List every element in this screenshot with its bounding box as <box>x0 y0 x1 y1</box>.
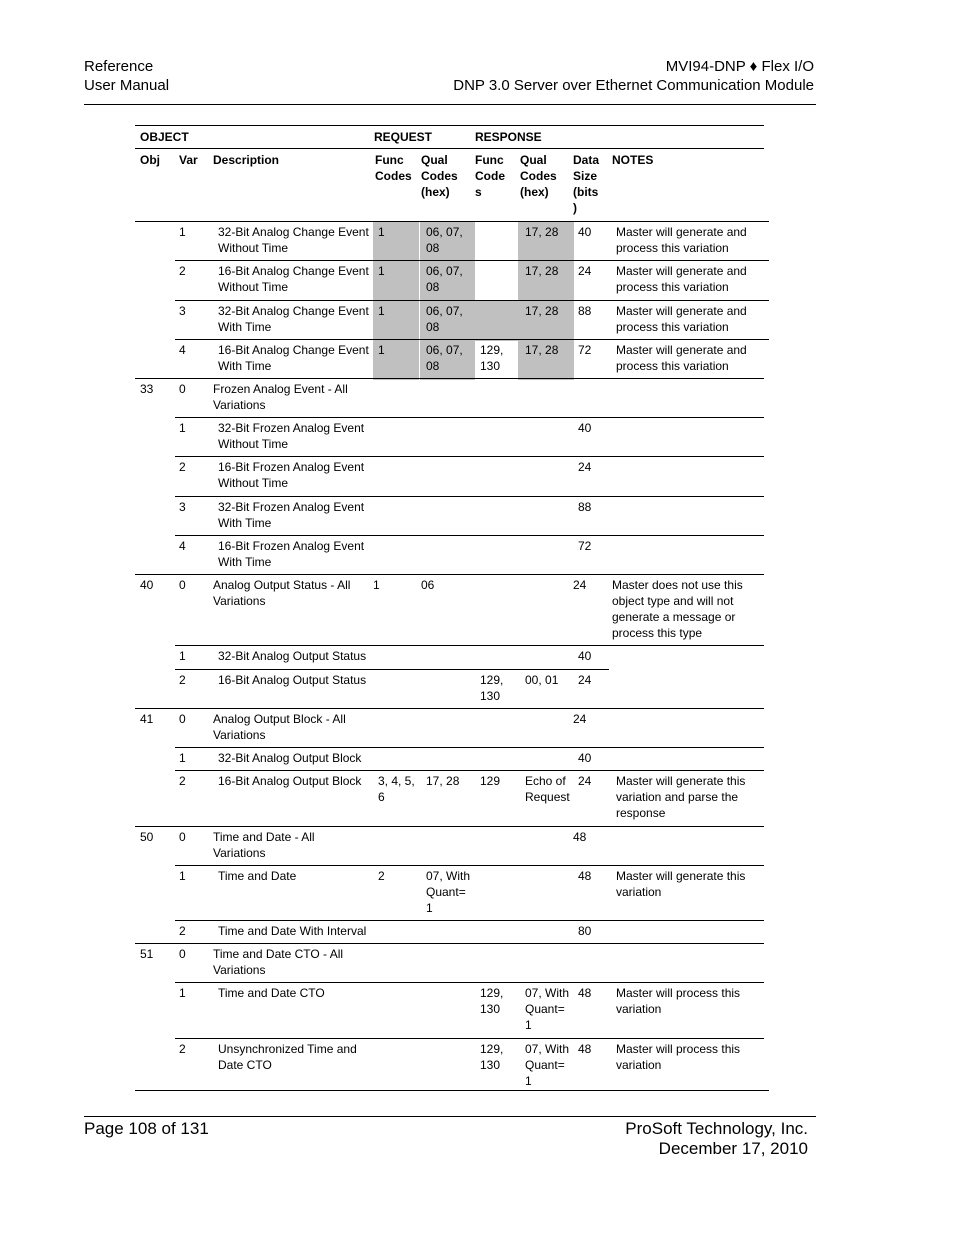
col-notes: NOTES <box>612 153 654 167</box>
row-description: 16-Bit Frozen Analog Event With Time <box>218 539 365 569</box>
row-description: 32-Bit Frozen Analog Event Without Time <box>218 421 365 451</box>
row-notes: Master will generate and process this variation <box>616 264 747 294</box>
row-notes: Master will generate and process this variation <box>616 304 747 334</box>
footer-right <box>625 1119 808 1159</box>
row-rule <box>175 300 769 301</box>
row-response-qual: 07, With Quant= 1 <box>525 1042 570 1088</box>
col-response-qual: Qual Codes (hex) <box>520 153 557 199</box>
col-request-qual: Qual Codes (hex) <box>421 153 458 199</box>
row-data-size: 80 <box>578 924 592 938</box>
row-request-func: 1 <box>378 343 385 357</box>
table-bottom-rule <box>135 1090 769 1091</box>
group-rule <box>135 826 764 827</box>
row-response-func: 129, 130 <box>480 986 504 1016</box>
row-data-size: 88 <box>578 304 592 318</box>
col-description: Description <box>213 153 280 167</box>
company-name: ProSoft Technology, Inc. <box>625 1119 808 1138</box>
row-description: Frozen Analog Event - All Variations <box>213 382 348 412</box>
row-data-size: 72 <box>578 343 592 357</box>
row-var: 2 <box>179 924 186 938</box>
row-description: Time and Date CTO <box>218 986 325 1000</box>
row-obj: 33 <box>140 382 154 396</box>
row-data-size: 48 <box>578 869 592 883</box>
group-rule <box>135 708 764 709</box>
row-description: 16-Bit Analog Output Status <box>218 673 367 687</box>
row-obj: 40 <box>140 578 154 592</box>
row-request-func: 1 <box>378 264 385 278</box>
row-request-qual: 06, 07, 08 <box>426 264 463 294</box>
row-description: 32-Bit Analog Output Status <box>218 649 367 663</box>
publish-date: December 17, 2010 <box>658 1139 808 1158</box>
row-request-qual: 06, 07, 08 <box>426 225 463 255</box>
row-response-qual: 17, 28 <box>525 225 559 239</box>
row-var: 1 <box>179 869 186 883</box>
row-notes: Master will process this variation <box>616 986 741 1016</box>
row-description: 32-Bit Analog Change Event With Time <box>218 304 369 334</box>
row-response-qual: Echo of Request <box>525 774 570 804</box>
row-var: 2 <box>179 673 186 687</box>
row-var: 2 <box>179 264 186 278</box>
row-data-size: 48 <box>578 986 592 1000</box>
row-var: 3 <box>179 500 186 514</box>
row-var: 4 <box>179 539 186 553</box>
row-var: 1 <box>179 225 186 239</box>
row-data-size: 24 <box>578 774 592 788</box>
row-description: Time and Date - All Variations <box>213 830 315 860</box>
group-rule <box>135 574 764 575</box>
group-header-rule <box>135 148 764 149</box>
row-var: 1 <box>179 421 186 435</box>
row-request-qual: 06, 07, 08 <box>426 343 463 373</box>
table-top-rule <box>135 125 764 126</box>
row-rule <box>175 865 764 866</box>
header-manual: User Manual <box>84 77 170 94</box>
page-number: Page 108 of 131 <box>84 1119 209 1138</box>
row-data-size: 48 <box>573 830 587 844</box>
row-request-qual: 06 <box>421 578 435 592</box>
shaded-cell <box>475 301 518 341</box>
row-data-size: 24 <box>578 264 592 278</box>
row-var: 0 <box>179 712 186 726</box>
row-var: 0 <box>179 382 186 396</box>
header-left <box>84 57 169 95</box>
row-response-qual: 17, 28 <box>525 343 559 357</box>
row-response-qual: 00, 01 <box>525 673 559 687</box>
row-response-qual: 07, With Quant= 1 <box>525 986 570 1032</box>
group-object: OBJECT <box>140 130 189 144</box>
row-request-func: 2 <box>378 869 385 883</box>
row-notes: Master will generate this variation and parse the response <box>616 774 746 820</box>
row-rule <box>175 496 764 497</box>
col-data-size: Data Size (bits ) <box>573 153 600 215</box>
row-response-qual: 17, 28 <box>525 264 559 278</box>
row-rule <box>175 747 764 748</box>
row-notes: Master does not use this object type and will not generate a message or process this type <box>612 578 743 640</box>
row-var: 2 <box>179 460 186 474</box>
row-obj: 41 <box>140 712 154 726</box>
row-var: 1 <box>179 751 186 765</box>
row-var: 4 <box>179 343 186 357</box>
row-var: 1 <box>179 986 186 1000</box>
row-data-size: 40 <box>578 751 592 765</box>
row-data-size: 24 <box>573 578 587 592</box>
row-rule <box>175 417 764 418</box>
row-data-size: 48 <box>578 1042 592 1056</box>
row-rule <box>175 645 764 646</box>
row-request-func: 1 <box>373 578 380 592</box>
row-response-func: 129, 130 <box>480 343 504 373</box>
row-response-func: 129 <box>480 774 501 788</box>
header-right <box>453 57 814 95</box>
row-notes: Master will generate and process this variation <box>616 343 747 373</box>
row-request-func: 3, 4, 5, 6 <box>378 774 415 804</box>
row-rule <box>175 456 764 457</box>
row-description: 16-Bit Analog Change Event Without Time <box>218 264 369 294</box>
row-data-size: 88 <box>578 500 592 514</box>
row-data-size: 40 <box>578 225 592 239</box>
row-obj: 50 <box>140 830 154 844</box>
group-rule <box>135 378 764 379</box>
col-var: Var <box>179 153 198 167</box>
row-var: 0 <box>179 578 186 592</box>
row-description: 16-Bit Analog Change Event With Time <box>218 343 369 373</box>
group-response: RESPONSE <box>475 130 542 144</box>
row-request-qual: 17, 28 <box>426 774 460 788</box>
row-rule <box>175 920 764 921</box>
group-rule <box>135 943 764 944</box>
header-bottom-rule <box>135 221 769 222</box>
row-var: 0 <box>179 830 186 844</box>
row-request-qual: 07, With Quant= 1 <box>426 869 471 915</box>
row-description: Analog Output Status - All Variations <box>213 578 351 608</box>
row-description: 16-Bit Frozen Analog Event Without Time <box>218 460 365 490</box>
row-var: 2 <box>179 1042 186 1056</box>
row-description: Analog Output Block - All Variations <box>213 712 346 742</box>
row-data-size: 24 <box>578 673 592 687</box>
row-var: 1 <box>179 649 186 663</box>
row-data-size: 40 <box>578 649 592 663</box>
row-request-qual: 06, 07, 08 <box>426 304 463 334</box>
row-rule <box>175 535 764 536</box>
row-data-size: 24 <box>578 460 592 474</box>
col-request-func: Func Codes <box>375 153 412 183</box>
row-data-size: 24 <box>573 712 587 726</box>
row-description: 32-Bit Analog Output Block <box>218 751 362 765</box>
row-data-size: 40 <box>578 421 592 435</box>
row-rule <box>175 669 609 670</box>
row-rule <box>175 770 764 771</box>
col-response-func: Func Code s <box>475 153 505 199</box>
row-rule <box>175 339 769 340</box>
row-request-func: 1 <box>378 304 385 318</box>
row-response-qual: 17, 28 <box>525 304 559 318</box>
row-description: Time and Date <box>218 869 297 883</box>
row-rule <box>175 1038 764 1039</box>
row-description: 32-Bit Analog Change Event Without Time <box>218 225 369 255</box>
footer-divider <box>84 1116 816 1117</box>
row-description: Unsynchronized Time and Date CTO <box>218 1042 357 1072</box>
row-var: 3 <box>179 304 186 318</box>
row-notes: Master will generate and process this variation <box>616 225 747 255</box>
row-rule <box>175 260 769 261</box>
row-response-func: 129, 130 <box>480 1042 504 1072</box>
row-obj: 51 <box>140 947 154 961</box>
row-request-func: 1 <box>378 225 385 239</box>
row-notes: Master will process this variation <box>616 1042 741 1072</box>
row-notes: Master will generate this variation <box>616 869 746 899</box>
row-var: 0 <box>179 947 186 961</box>
header-product: MVI94-DNP ♦ Flex I/O <box>665 58 814 75</box>
row-response-func: 129, 130 <box>480 673 504 703</box>
row-var: 2 <box>179 774 186 788</box>
col-obj: Obj <box>140 153 160 167</box>
row-data-size: 72 <box>578 539 592 553</box>
row-description: 16-Bit Analog Output Block <box>218 774 362 788</box>
row-rule <box>175 982 764 983</box>
header-divider <box>84 104 816 105</box>
row-description: 32-Bit Frozen Analog Event With Time <box>218 500 365 530</box>
row-description: Time and Date CTO - All Variations <box>213 947 344 977</box>
header-section: Reference <box>84 58 154 75</box>
header-module: DNP 3.0 Server over Ethernet Communication Module <box>453 77 814 94</box>
row-description: Time and Date With Interval <box>218 924 367 938</box>
group-request: REQUEST <box>374 130 433 144</box>
